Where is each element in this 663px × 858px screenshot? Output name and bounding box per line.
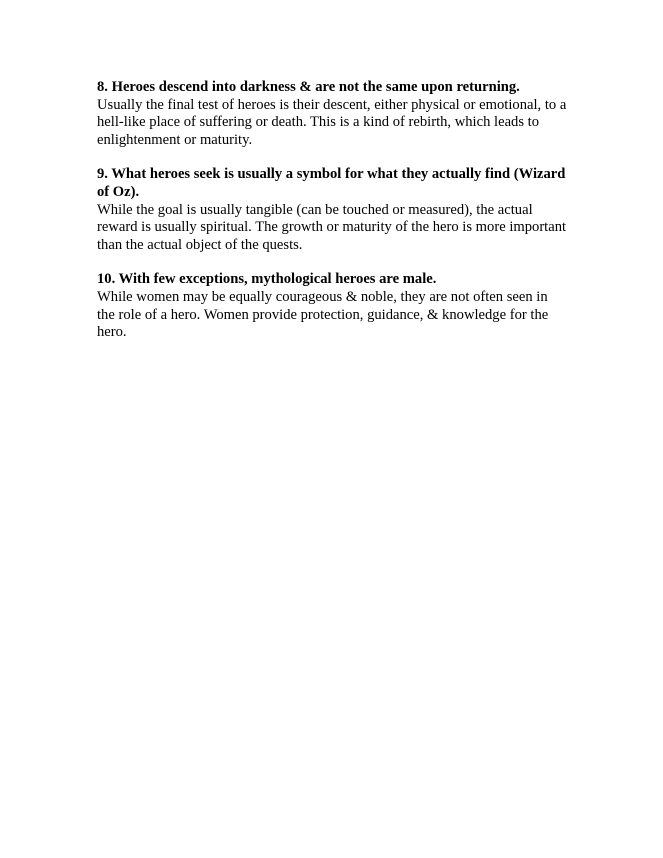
section-heading: 10. With few exceptions, mythological heroes are male. — [97, 271, 437, 288]
section-heading: 9. What heroes seek is usually a symbol for what they actually find (Wizard of Oz). — [97, 166, 566, 200]
section-heading: 8. Heroes descend into darkness & are not the same upon returning. — [97, 79, 520, 95]
section-body: Usually the final test of heroes is their descent, either physical or emotional, to a hell-like place of suffering or death. This is a kind of rebirth, which leads to enlightenment or maturity. — [97, 96, 567, 148]
section-9 — [97, 166, 567, 254]
document-page — [97, 79, 567, 359]
section-body: While the goal is usually tangible (can be touched or measured), the actual reward is usually spiritual. The growth or maturity of the hero is more important than the actual object of the quests. — [97, 201, 567, 253]
section-10 — [97, 271, 567, 341]
section-body: While women may be equally courageous & noble, they are not often seen in the role of a hero. Women provide protection, guidance, & knowledge for the hero. — [97, 288, 549, 341]
section-8 — [97, 79, 567, 149]
